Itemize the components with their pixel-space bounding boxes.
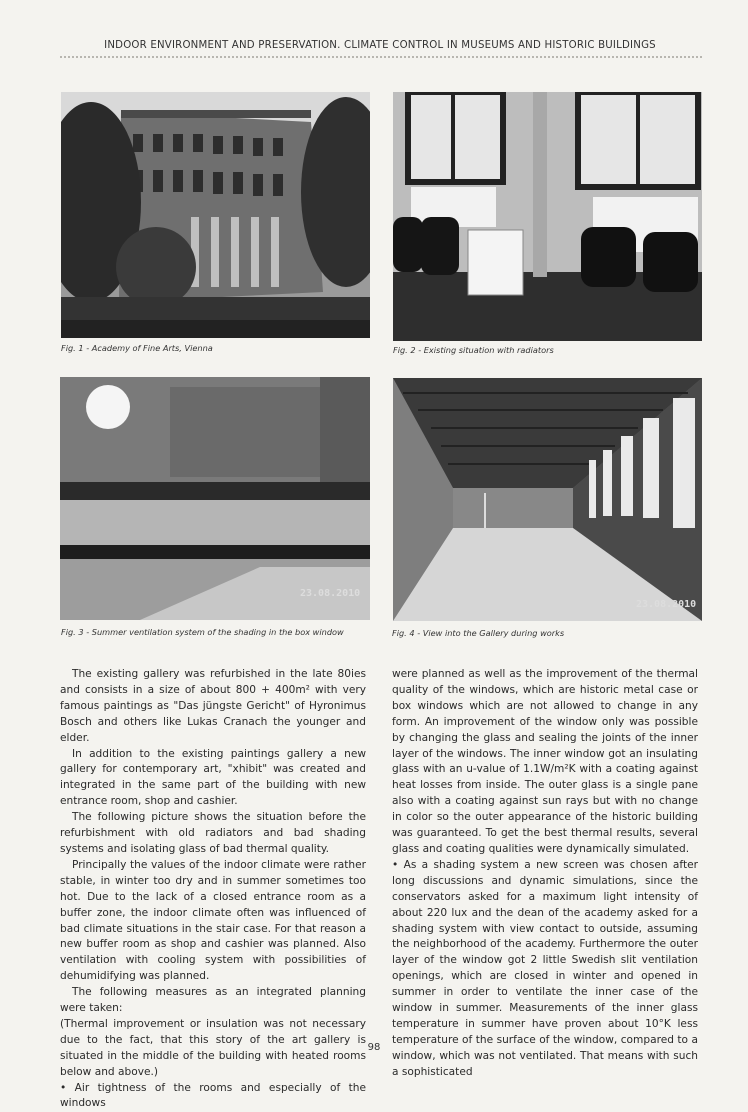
figure-3-date-stamp: 23.08.2010 — [300, 588, 361, 599]
left-paragraph-2: In addition to the existing paintings gallery a new gallery for contemporary art, "xhibit" was created and integrated in the same part of the building with new entrance room, shop and cashier. — [60, 747, 366, 808]
left-paragraph-3: The following picture shows the situation before the refurbishment with old radiators and bad shading systems and isolating glass of bad thermal quality. — [60, 811, 366, 855]
right-paragraph-2: • As a shading system a new screen was chosen after long discussions and dynamic simulations, since the conservators asked for a maximum light intensity of about 220 lux and the dean of the academy asked for a shading system with view contact to outside, assuming the neighborhood of the academy. Furthermore the outer layer of the window got 2 little Swedish slit ventilation openings, which are closed in winter and opened in summer in order to ventilate the inner case of the window in summer. Measurements of the inner glass temperature in summer have proven about 10°K less temperature of the surface of the window, compared to a window, which was not ventilated. That means with such a sophisticated — [392, 858, 698, 1078]
header-dotted-rule — [60, 56, 702, 58]
figure-4-caption: Fig. 4 - View into the Gallery during works — [392, 628, 565, 638]
figure-2-caption: Fig. 2 - Existing situation with radiators — [393, 345, 554, 355]
figure-3-photo — [60, 377, 370, 620]
left-paragraph-4: Principally the values of the indoor climate were rather stable, in winter too dry and in summer sometimes too hot. Due to the lack of a closed entrance room as a buffer zone, the indoor climate often was influenced of bad climate situations in the stair case. For that reason a new buffer room as shop and cashier was planned. Also ventilation with cooling system with possibilities of dehumidifying was planned. — [60, 858, 366, 983]
figure-1-photo — [61, 92, 370, 338]
figure-3-caption: Fig. 3 - Summer ventilation system of the shading in the box window — [61, 627, 344, 637]
left-paragraph-6: (Thermal improvement or insulation was not necessary due to the fact, that this story of the art gallery is situated in the middle of the building with heated rooms below and above.) — [60, 1017, 366, 1078]
figure-4-date-stamp: 23.08.2010 — [636, 599, 697, 610]
figure-4-photo — [393, 378, 702, 621]
left-paragraph-1: The existing gallery was refurbished in the late 80ies and consists in a size of about 800 + 400m² with very famous paintings as "Das jüngste Gericht" of Hyronimus Bosch and others like Lukas Cranach the younger and elder. — [60, 668, 366, 744]
right-paragraph-1: were planned as well as the improvement of the thermal quality of the windows, which are historic metal case or box windows which are not allowed to change in any form. An improvement of the window only was possible by changing the glass and sealing the joints of the inner layer of the windows. The inner window got an insulating glass with an u-value of 1.1W/m²K with a coating against heat losses from inside. The outer glass is a single pane also with a coating against sun rays but with no change in color so the outer appearance of the historic building was guaranteed. To get the best thermal results, several glass and coating qualities were dynamically simulated. — [392, 668, 698, 855]
figure-1-caption: Fig. 1 - Academy of Fine Arts, Vienna — [61, 343, 213, 353]
figure-2-photo — [393, 92, 702, 341]
page-number: 98 — [367, 1042, 381, 1053]
left-paragraph-5: The following measures as an integrated planning were taken: — [60, 986, 366, 1015]
running-header: INDOOR ENVIRONMENT AND PRESERVATION. CLIMATE CONTROL IN MUSEUMS AND HISTORIC BUILDINGS — [104, 40, 656, 51]
left-paragraph-7: • Air tightness of the rooms and especially of the windows — [60, 1081, 366, 1110]
right-text-column — [392, 667, 698, 1081]
